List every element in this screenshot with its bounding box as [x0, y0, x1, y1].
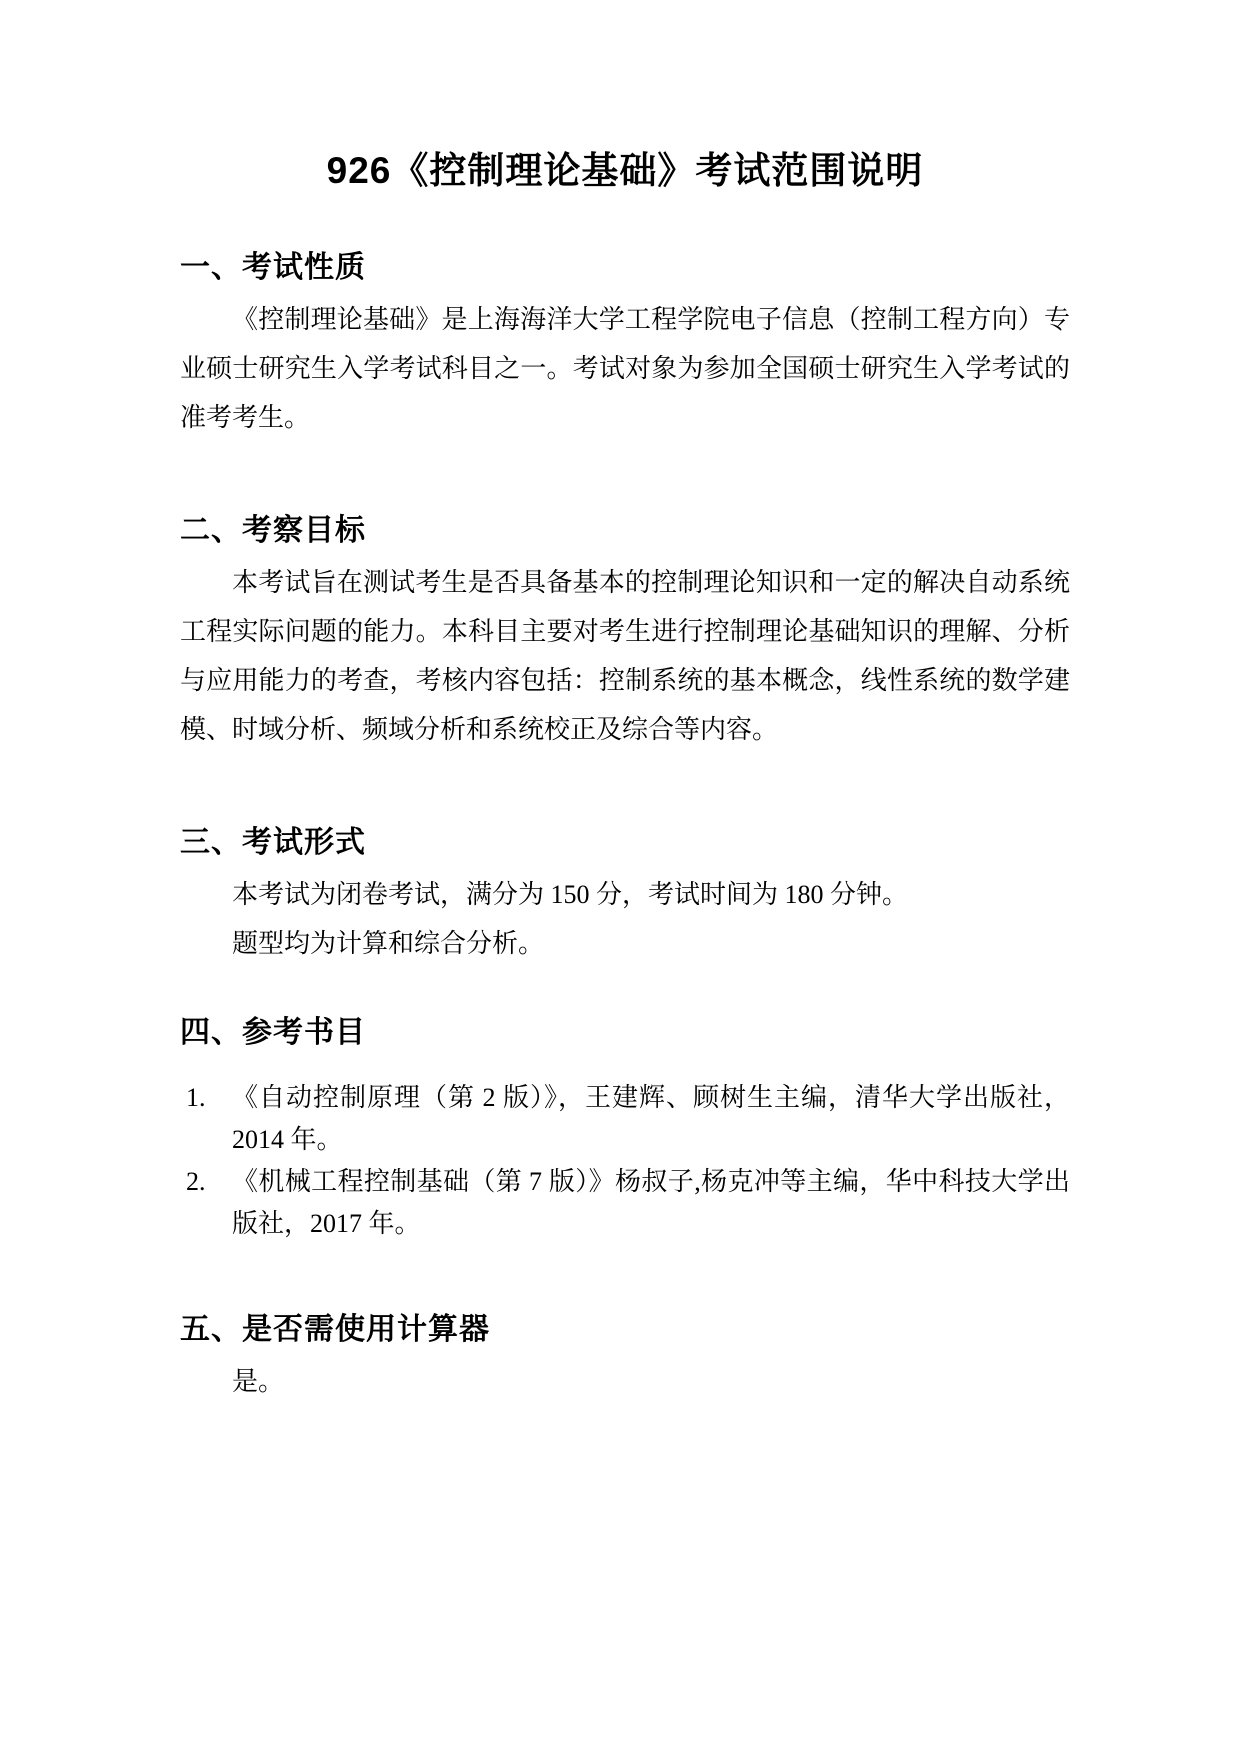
section-heading-reference-books: 四、参考书目	[180, 1016, 366, 1049]
section-heading-calculator-usage: 五、是否需使用计算器	[180, 1313, 490, 1346]
reference-book-list	[180, 1077, 1070, 1245]
paragraph-calculator-answer: 是。	[232, 1367, 285, 1396]
reference-book-number: 1.	[186, 1083, 206, 1112]
paragraph-exam-format-score: 本考试为闭卷考试，满分为 150 分，考试时间为 180 分钟。	[232, 880, 909, 909]
section-reference-books	[180, 1014, 1070, 1245]
section-exam-nature	[180, 249, 1070, 442]
paragraph-assessment-goals: 本考试旨在测试考生是否具备基本的控制理论知识和一定的解决自动系统工程实际问题的能力。本科目主要对考生进行控制理论基础知识的理解、分析与应用能力的考查，考核内容包括：控制系统的基本概念，线性系统的数学建模、时域分析、频域分析和系统校正及综合等内容。	[180, 568, 1070, 744]
paragraph-exam-format-types: 题型均为计算和综合分析。	[232, 929, 545, 958]
section-calculator-usage	[180, 1311, 1070, 1406]
reference-book-text: 《自动控制原理（第 2 版）》，王建辉、顾树生主编，清华大学出版社，2014 年。	[232, 1083, 1070, 1154]
section-exam-format	[180, 824, 1070, 968]
paragraph-exam-nature: 《控制理论基础》是上海海洋大学工程学院电子信息（控制工程方向）专业硕士研究生入学考试科目之一。考试对象为参加全国硕士研究生入学考试的准考考生。	[180, 305, 1070, 432]
reference-book-text: 《机械工程控制基础（第 7 版）》杨叔子,杨克冲等主编，华中科技大学出版社，2017 年。	[232, 1167, 1070, 1238]
section-heading-assessment-goals: 二、考察目标	[180, 514, 366, 547]
document-title: 926《控制理论基础》考试范围说明	[326, 150, 924, 191]
section-heading-exam-nature: 一、考试性质	[180, 251, 366, 284]
reference-book-number: 2.	[186, 1167, 206, 1196]
section-heading-exam-format: 三、考试形式	[180, 826, 366, 859]
reference-book-item	[180, 1077, 1070, 1161]
section-assessment-goals	[180, 512, 1070, 754]
reference-book-item	[180, 1161, 1070, 1245]
